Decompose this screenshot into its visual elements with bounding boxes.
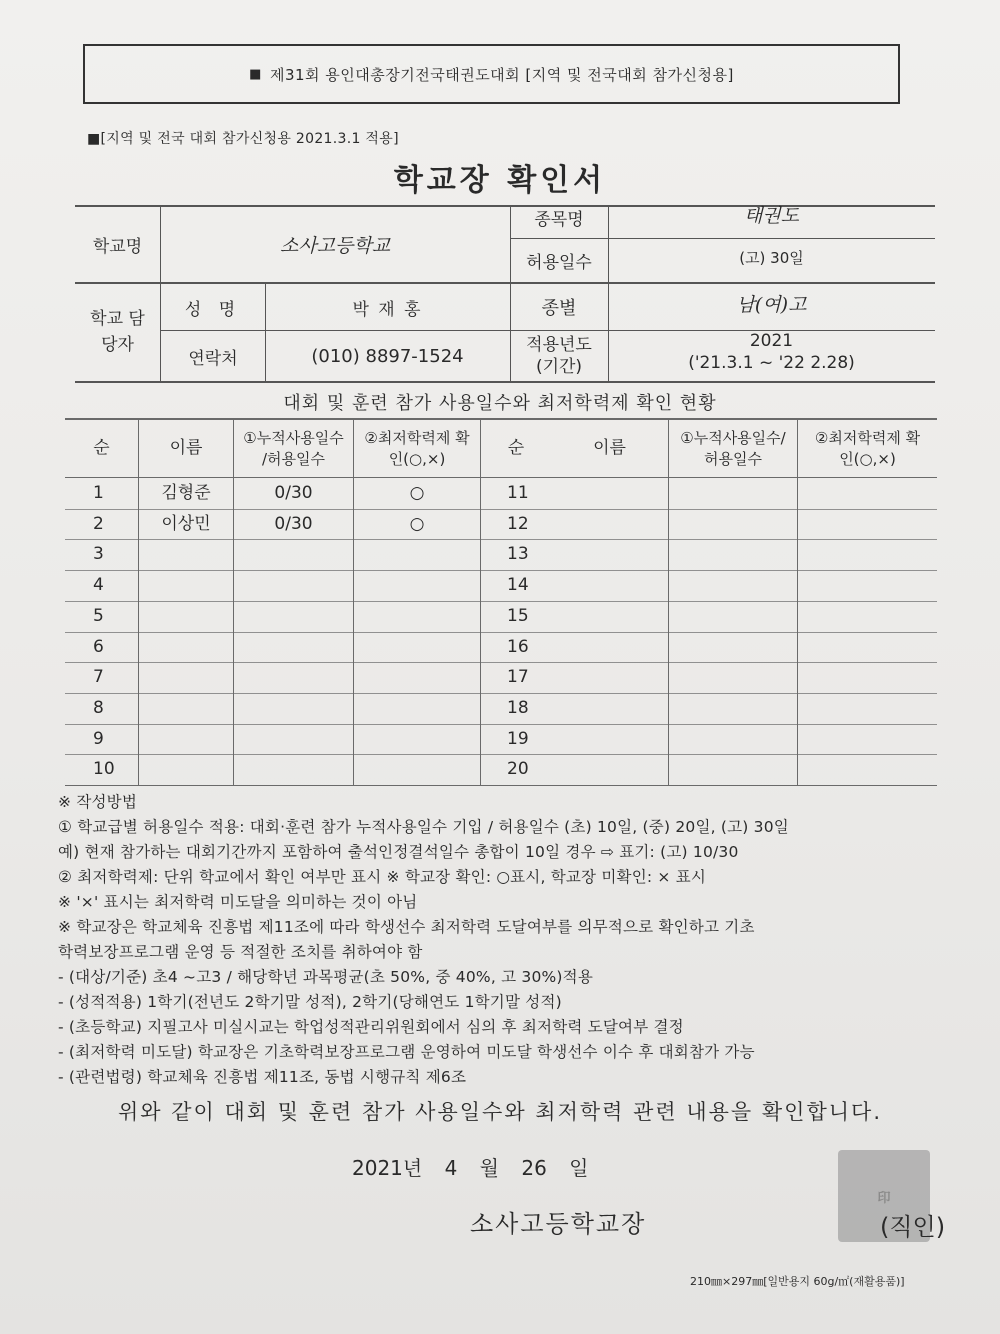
apply-year-label: 적용년도 (기간) <box>526 334 592 377</box>
table-cell-name: 김형준 <box>161 483 211 504</box>
table-cell-no-2: 18 <box>507 698 529 719</box>
event-value: 태권도 <box>743 204 800 227</box>
table-cell-check <box>354 570 480 601</box>
date-month: 4 월 <box>444 1156 499 1180</box>
note-line: 학력보장프로그램 운영 등 적절한 조치를 취하여야 함 <box>58 943 423 961</box>
table-cell-no-2: 19 <box>507 729 529 750</box>
event-label: 종목명 <box>534 209 584 230</box>
apply-period-value: ('21.3.1 ~ '22 2.28) <box>688 353 855 373</box>
table-cell-check <box>354 754 480 785</box>
table-cell-name <box>139 724 233 755</box>
paper-spec-footer: 210㎜×297㎜[일반용지 60g/㎡(재활용품)] <box>690 1275 905 1288</box>
writing-instructions <box>58 790 789 1090</box>
note-line: - (성적적용) 1학기(전년도 2학기말 성적), 2학기(당해연도 1학기말 성적) <box>58 993 562 1011</box>
note-line: ※ 작성방법 <box>58 793 138 811</box>
school-name-value: 소사고등학교 <box>279 235 391 257</box>
manager-name-label: 성 명 <box>184 299 242 320</box>
school-name-label: 학교명 <box>92 237 143 257</box>
school-principal: 소사고등학교장 <box>470 1210 647 1238</box>
table-cell-name <box>139 754 233 785</box>
table-cell-days <box>234 570 353 601</box>
apply-year-value: 2021 <box>749 331 794 351</box>
allowed-days-label: 허용일수 <box>526 253 592 273</box>
allowed-days-value: (고) 30일 <box>739 249 804 267</box>
note-line: ② 최저학력제: 단위 학교에서 확인 여부만 표시 ※ 학교장 확인: ○표시, 학교장 미확인: × 표시 <box>58 868 707 886</box>
note-line: ※ '×' 표시는 최저학력 미도달을 의미하는 것이 아님 <box>58 893 418 911</box>
table-cell-days <box>234 632 353 663</box>
table-cell-no: 4 <box>93 575 104 596</box>
header-check: ②최저학력제 확인(○,×) <box>364 429 470 468</box>
header-name: 이름 <box>169 438 203 459</box>
table-cell-no-2: 15 <box>507 606 529 627</box>
note-line: ① 학교급별 허용일수 적용: 대회·훈련 참가 누적사용일수 기입 / 허용일수 (초) 10일, (중) 20일, (고) 30일 <box>58 818 789 836</box>
stamp-label: (직인) <box>880 1213 946 1241</box>
banner-text: 제31회 용인대총장기전국태권도대회 [지역 및 전국대회 참가신청용] <box>269 65 734 84</box>
note-line: 예) 현재 참가하는 대회기간까지 포함하여 출석인정결석일수 총합이 10일 경우 ⇨ 표기: (고) 10/30 <box>58 843 739 861</box>
table-cell-no: 10 <box>93 759 115 780</box>
table-cell-no: 6 <box>93 637 104 658</box>
table-cell-days: 0/30 <box>274 483 313 504</box>
form-subheading: ■[지역 및 전국 대회 참가신청용 2021.3.1 적용] <box>87 131 399 147</box>
banner-square-icon: ■ <box>249 66 262 82</box>
table-cell-no: 8 <box>93 698 104 719</box>
header-days: ①누적사용일수 /허용일수 <box>243 429 344 468</box>
table-cell-no: 5 <box>93 606 104 627</box>
table-cell-name <box>139 570 233 601</box>
contact-value: (010) 8897-1524 <box>311 345 464 367</box>
table-cell-no-2: 17 <box>507 667 529 688</box>
table-cell-check <box>354 601 480 632</box>
table-cell-no: 1 <box>93 483 104 504</box>
issue-date <box>352 1152 588 1181</box>
table-cell-no-2: 16 <box>507 637 529 658</box>
gender-value: 남(여)고 <box>736 293 807 316</box>
table-cell-no: 2 <box>93 514 104 535</box>
table-cell-days <box>234 539 353 570</box>
table-cell-name <box>139 693 233 724</box>
table-cell-days <box>234 693 353 724</box>
note-line: - (최저학력 미도달) 학교장은 기초학력보장프로그램 운영하여 미도달 학생선수 이수 후 대회참가 가능 <box>58 1043 755 1061</box>
date-day: 26 일 <box>521 1156 589 1180</box>
note-line: - (대상/기준) 초4 ~고3 / 해당학년 과목평균(초 50%, 중 40%, 고 30%)적용 <box>58 968 594 986</box>
table-cell-check: ○ <box>409 514 425 535</box>
note-line: ※ 학교장은 학교체육 진흥법 제11조에 따라 학생선수 최저학력 도달여부를 의무적으로 확인하고 기초 <box>58 918 755 936</box>
note-line: - (초등학교) 지필고사 미실시교는 학업성적관리위원회에서 심의 후 최저학력 도달여부 결정 <box>58 1018 684 1036</box>
table-cell-no: 7 <box>93 667 104 688</box>
header-no: 순 <box>93 438 110 459</box>
table-cell-days <box>234 754 353 785</box>
table-cell-no-2: 14 <box>507 575 529 596</box>
header-days-2: ①누적사용일수/ 허용일수 <box>680 429 786 468</box>
table-cell-no-2: 20 <box>507 759 529 780</box>
official-seal-icon: 印 <box>838 1150 930 1242</box>
table-cell-name: 이상민 <box>161 514 211 535</box>
contact-label: 연락처 <box>188 348 238 369</box>
header-check-2: ②최저학력제 확인(○,×) <box>814 429 921 468</box>
table-cell-no: 9 <box>93 729 104 750</box>
table-cell-no: 3 <box>93 544 104 565</box>
table-cell-days: 0/30 <box>274 514 313 535</box>
table-cell-no-2: 11 <box>507 483 529 504</box>
table-cell-name <box>139 632 233 663</box>
table-cell-check <box>354 693 480 724</box>
confirmation-statement: 위와 같이 대회 및 훈련 참가 사용일수와 최저학력 관련 내용을 확인합니다. <box>117 1100 882 1124</box>
table-cell-days <box>234 601 353 632</box>
manager-label: 학교 담당자 <box>90 309 145 355</box>
table-cell-name <box>139 539 233 570</box>
table-cell-name <box>139 662 233 693</box>
header-no-2: 순 <box>507 438 525 459</box>
header-banner <box>83 44 900 104</box>
table-cell-check: ○ <box>409 483 425 504</box>
document-title: 학교장 확인서 <box>393 163 607 198</box>
manager-name-value: 박 재 홍 <box>352 299 423 320</box>
table-cell-no-2: 13 <box>507 544 529 565</box>
table-cell-check <box>354 539 480 570</box>
gender-label: 종별 <box>541 298 577 319</box>
table-cell-no-2: 12 <box>507 514 529 535</box>
table-cell-days <box>234 724 353 755</box>
table-cell-days <box>234 662 353 693</box>
table-cell-name <box>139 601 233 632</box>
table-cell-check <box>354 724 480 755</box>
table-cell-check <box>354 662 480 693</box>
table-cell-check <box>354 632 480 663</box>
header-name-2: 이름 <box>593 438 626 459</box>
note-line: - (관련법령) 학교체육 진흥법 제11조, 동법 시행규칙 제6조 <box>58 1068 467 1086</box>
section-title: 대회 및 훈련 참가 사용일수와 최저학력제 확인 현황 <box>283 393 717 414</box>
date-year: 2021년 <box>352 1156 423 1180</box>
